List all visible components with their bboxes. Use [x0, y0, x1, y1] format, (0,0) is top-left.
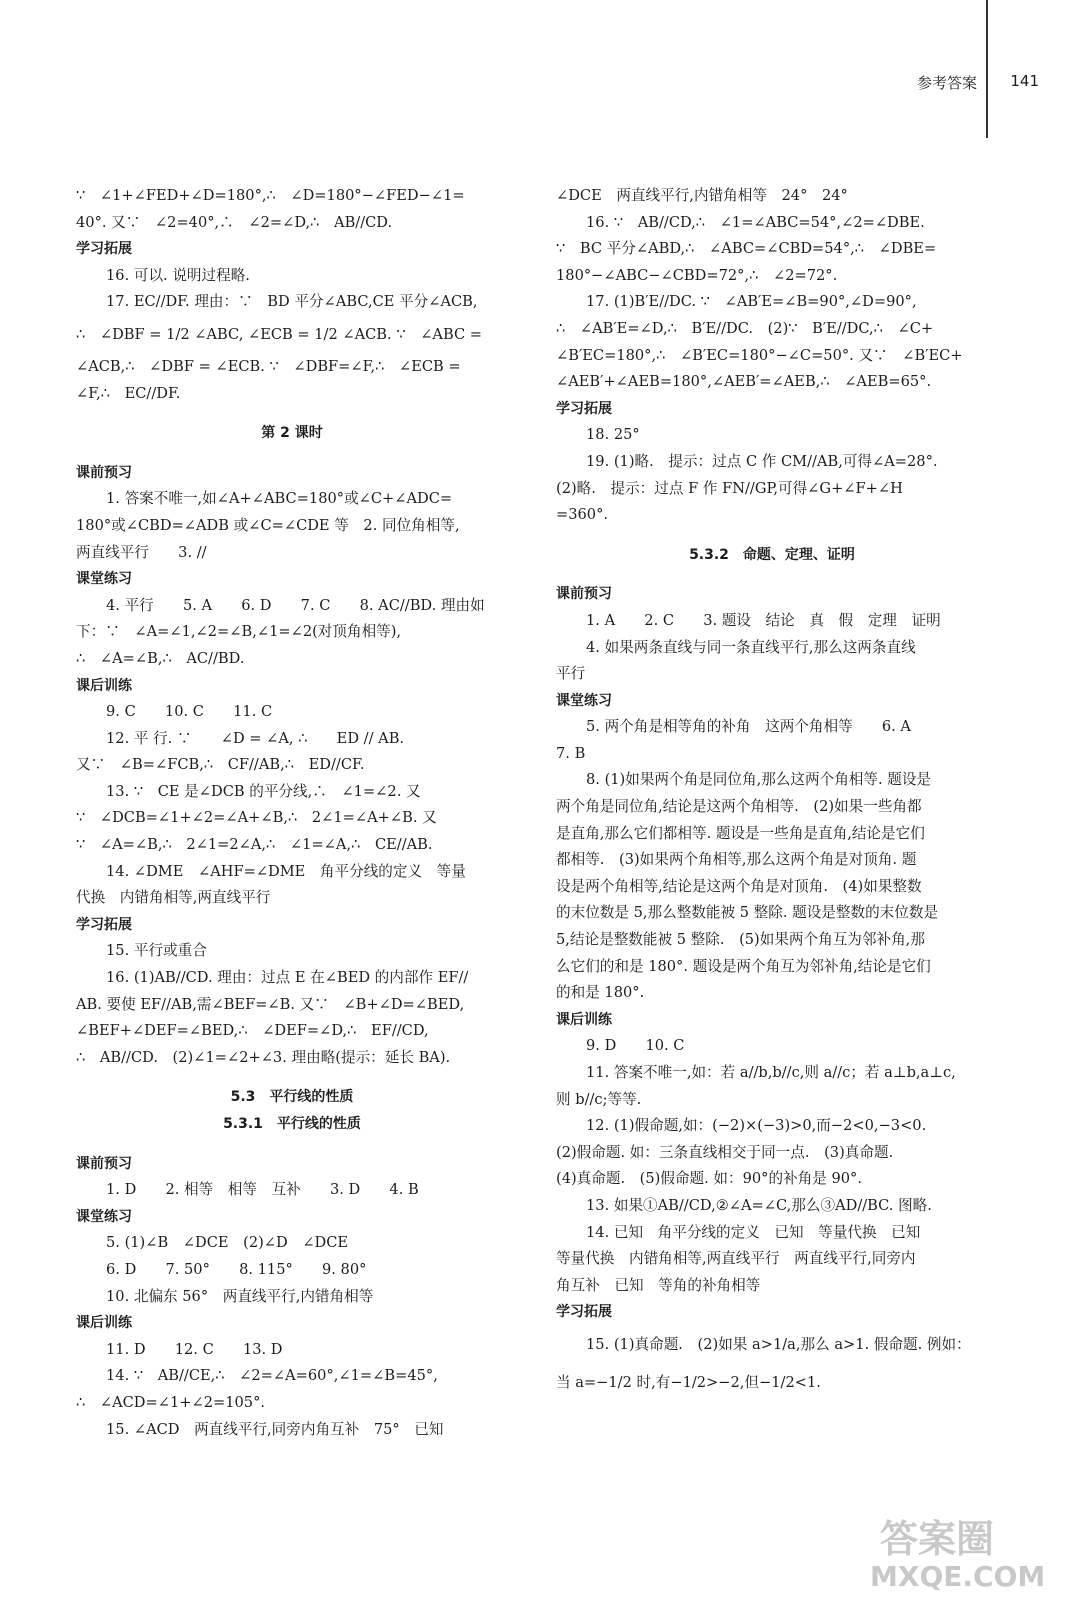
header-section-title: 参考答案 — [916, 74, 977, 92]
right-section-heading: 学习拓展 — [556, 1304, 612, 1321]
left-line: 下：∵ ∠A=∠1,∠2=∠B,∠1=∠2(对顶角相等), — [76, 623, 402, 641]
right-line: 18. 25° — [586, 426, 640, 444]
left-column — [76, 183, 508, 1443]
right-line: (2)假命题. 如：三条直线相交于同一点. (3)真命题. — [556, 1143, 894, 1161]
left-line: 1. 答案不唯一,如∠A+∠ABC=180°或∠C+∠ADC= — [106, 490, 453, 508]
right-line: 5. 两个角是相等角的补角 这两个角相等 6. A — [586, 718, 911, 736]
left-line: 代换 内错角相等,两直线平行 — [76, 889, 271, 907]
left-line: ∴ ∠A=∠B,∴ AC//BD. — [76, 649, 245, 667]
right-line: 设是两个角相等,结论是这两个角是对顶角. (4)如果整数 — [556, 877, 922, 895]
header-vertical-rule — [986, 0, 988, 138]
right-line: 17. (1)B′E//DC. ∵ ∠AB′E=∠B=90°,∠D=90°, — [586, 293, 917, 311]
page-number: 141 — [1010, 72, 1039, 90]
left-line: ∴ ∠DBF = 1/2 ∠ABC, ∠ECB = 1/2 ∠ACB. ∵ ∠ABC = — [76, 325, 482, 343]
right-line: 16. ∵ AB//CD,∴ ∠1=∠ABC=54°,∠2=∠DBE. — [586, 213, 925, 231]
left-line: ∠F,∴ EC//DF. — [76, 384, 181, 402]
right-line: 是直角,那么它们都相等. 题设是一些角是直角,结论是它们 — [556, 824, 925, 842]
left-line: 15. 平行或重合 — [106, 942, 207, 960]
right-line: ∠DCE 两直线平行,内错角相等 24° 24° — [556, 187, 848, 204]
right-line: 么它们的和是 180°. 题设是两个角互为邻补角,结论是它们 — [556, 957, 931, 975]
left-section-heading: 学习拓展 — [76, 241, 132, 258]
right-line: (4)真命题. (5)假命题. 如：90°的补角是 90°. — [556, 1170, 862, 1188]
left-section-heading: 课前预习 — [76, 464, 132, 481]
left-lesson-title: 5.3.1 平行线的性质 — [223, 1116, 361, 1132]
left-line: 10. 北偏东 56° 两直线平行,内错角相等 — [106, 1287, 374, 1305]
right-line: 4. 如果两条直线与同一条直线平行,那么这两条直线 — [586, 638, 916, 656]
left-line: 1. D 2. 相等 相等 互补 3. D 4. B — [106, 1181, 419, 1199]
right-line: 14. 已知 角平分线的定义 已知 等量代换 已知 — [586, 1223, 921, 1241]
left-line: 40°. 又∵ ∠2=40°,∴ ∠2=∠D,∴ AB//CD. — [76, 213, 393, 231]
left-lesson-title: 第 2 课时 — [261, 425, 323, 442]
right-section-heading: 课堂练习 — [556, 692, 612, 709]
right-line: 12. (1)假命题,如：(−2)×(−3)>0,而−2<0,−3<0. — [586, 1117, 927, 1135]
right-line: 15. (1)真命题. (2)如果 a>1/a,那么 a>1. 假命题. 例如： — [586, 1335, 971, 1353]
left-line: 14. ∠DME ∠AHF=∠DME 角平分线的定义 等量 — [106, 862, 466, 880]
left-line: 6. D 7. 50° 8. 115° 9. 80° — [106, 1260, 367, 1278]
left-line: 180°或∠CBD=∠ADB 或∠C=∠CDE 等 2. 同位角相等, — [76, 516, 460, 534]
watermark-logo — [860, 1510, 1060, 1590]
right-column — [556, 183, 988, 1402]
watermark-text-url: MXQE.COM — [870, 1560, 1046, 1590]
right-line: 8. (1)如果两个角是同位角,那么这两个角相等. 题设是 — [586, 771, 932, 789]
left-line: 两直线平行 3. // — [76, 543, 207, 561]
right-line: 等量代换 内错角相等,两直线平行 两直线平行,同旁内 — [556, 1250, 916, 1268]
right-line: 7. B — [556, 744, 586, 762]
left-spacer — [76, 1138, 508, 1151]
left-lesson-title: 5.3 平行线的性质 — [230, 1089, 354, 1106]
right-line: 的末位数是 5,那么整数能被 5 整除. 题设是整数的末位数是 — [556, 904, 939, 922]
right-section-heading: 课后训练 — [556, 1011, 612, 1028]
right-line: ∴ ∠AB′E=∠D,∴ B′E//DC. (2)∵ B′E//DC,∴ ∠C+ — [556, 319, 934, 337]
watermark-text-cn: 答案圈 — [880, 1517, 995, 1561]
right-lesson-title: 5.3.2 命题、定理、证明 — [689, 546, 855, 563]
left-line: ∵ ∠1+∠FED+∠D=180°,∴ ∠D=180°−∠FED−∠1= — [76, 187, 465, 204]
left-spacer — [76, 447, 508, 460]
left-line: 11. D 12. C 13. D — [106, 1340, 283, 1358]
left-line: ∴ AB//CD. (2)∠1=∠2+∠3. 理由略(提示：延长 BA). — [76, 1048, 451, 1066]
right-line: 11. 答案不唯一,如：若 a//b,b//c,则 a//c；若 a⊥b,a⊥c, — [586, 1064, 956, 1081]
right-line: 1. A 2. C 3. 题设 结论 真 假 定理 证明 — [586, 611, 941, 629]
right-line: 平行 — [556, 665, 586, 683]
left-line: 15. ∠ACD 两直线平行,同旁内角互补 75° 已知 — [106, 1420, 444, 1438]
left-line: 16. (1)AB//CD. 理由：过点 E 在∠BED 的内部作 EF// — [106, 969, 469, 987]
right-line: =360°. — [556, 506, 609, 524]
left-line: 4. 平行 5. A 6. D 7. C 8. AC//BD. 理由如 — [106, 596, 485, 614]
right-section-heading: 课前预习 — [556, 586, 612, 603]
right-line: 当 a=−1/2 时,有−1/2>−2,但−1/2<1. — [556, 1373, 821, 1391]
left-line: 9. C 10. C 11. C — [106, 703, 273, 721]
left-line: 17. EC//DF. 理由：∵ BD 平分∠ABC,CE 平分∠ACB, — [106, 293, 478, 311]
left-line: 又∵ ∠B=∠FCB,∴ CF//AB,∴ ED//CF. — [76, 756, 365, 774]
right-line: ∵ BC 平分∠ABD,∴ ∠ABC=∠CBD=54°,∴ ∠DBE= — [556, 240, 937, 258]
right-line: 19. (1)略. 提示：过点 C 作 CM//AB,可得∠A=28°. — [586, 452, 938, 470]
right-line: 的和是 180°. — [556, 984, 645, 1002]
left-section-heading: 课后训练 — [76, 1315, 132, 1332]
right-line: 则 b//c;等等. — [556, 1090, 642, 1108]
right-line: 角互补 已知 等角的补角相等 — [556, 1276, 761, 1294]
right-spacer — [556, 529, 988, 542]
left-section-heading: 课后训练 — [76, 677, 132, 694]
left-spacer — [76, 1071, 508, 1084]
right-spacer — [556, 568, 988, 581]
left-line: 14. ∵ AB//CE,∴ ∠2=∠A=60°,∠1=∠B=45°, — [106, 1367, 438, 1385]
left-section-heading: 课堂练习 — [76, 1208, 132, 1225]
left-line: ∠BEF+∠DEF=∠BED,∴ ∠DEF=∠D,∴ EF//CD, — [76, 1022, 429, 1040]
left-section-heading: 课堂练习 — [76, 571, 132, 588]
right-line: (2)略. 提示：过点 F 作 FN//GP,可得∠G+∠F+∠H — [556, 479, 903, 497]
left-section-heading: 学习拓展 — [76, 916, 132, 933]
right-line: 13. 如果①AB//CD,②∠A=∠C,那么③AD//BC. 图略. — [586, 1196, 932, 1214]
right-line: 9. D 10. C — [586, 1037, 685, 1055]
right-line: 5,结论是整数能被 5 整除. (5)如果两个角互为邻补角,那 — [556, 931, 925, 949]
left-line: 13. ∵ CE 是∠DCB 的平分线,∴ ∠1=∠2. 又 — [106, 782, 421, 800]
left-line: ∠ACB,∴ ∠DBF = ∠ECB. ∵ ∠DBF=∠F,∴ ∠ECB = — [76, 357, 461, 375]
right-line: ∠B′EC=180°,∴ ∠B′EC=180°−∠C=50°. 又∵ ∠B′EC+ — [556, 346, 963, 364]
left-line: ∵ ∠A=∠B,∴ 2∠1=2∠A,∴ ∠1=∠A,∴ CE//AB. — [76, 836, 433, 854]
left-line: 16. 可以. 说明过程略. — [106, 266, 250, 284]
right-line: 两个角是同位角,结论是这两个角相等. (2)如果一些角都 — [556, 798, 922, 816]
right-line: ∠AEB′+∠AEB=180°,∠AEB′=∠AEB,∴ ∠AEB=65°. — [556, 373, 932, 391]
left-spacer — [76, 407, 508, 420]
right-section-heading: 学习拓展 — [556, 400, 612, 417]
left-section-heading: 课前预习 — [76, 1155, 132, 1172]
left-line: 5. (1)∠B ∠DCE (2)∠D ∠DCE — [106, 1234, 349, 1252]
right-line: 都相等. (3)如果两个角相等,那么这两个角是对顶角. 题 — [556, 851, 917, 869]
left-line: ∵ ∠DCB=∠1+∠2=∠A+∠B,∴ 2∠1=∠A+∠B. 又 — [76, 809, 437, 827]
left-line: 12. 平 行. ∵ ∠D = ∠A, ∴ ED // AB. — [106, 729, 405, 747]
left-line: AB. 要使 EF//AB,需∠BEF=∠B. 又∵ ∠B+∠D=∠BED, — [76, 995, 465, 1013]
left-line: ∴ ∠ACD=∠1+∠2=105°. — [76, 1393, 266, 1411]
right-line: 180°−∠ABC−∠CBD=72°,∴ ∠2=72°. — [556, 266, 838, 284]
